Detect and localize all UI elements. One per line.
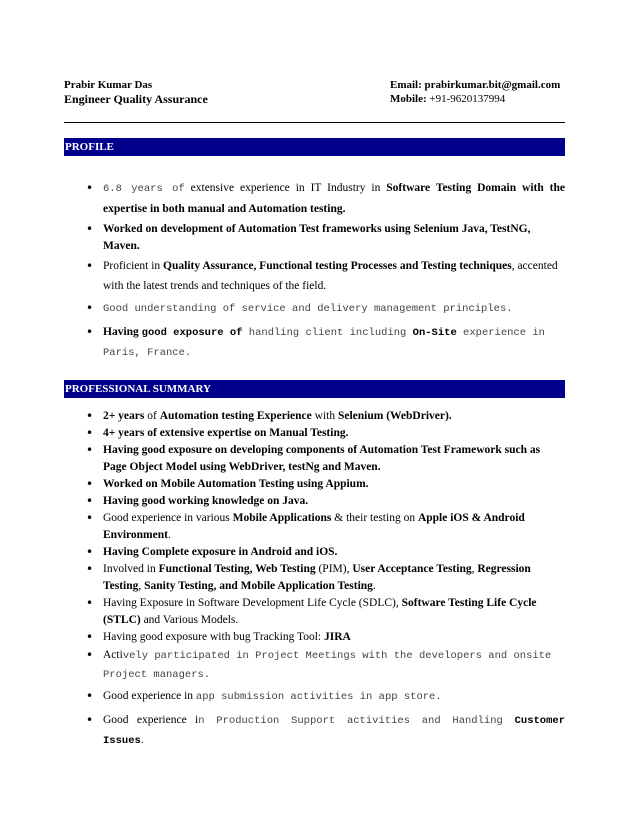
list-item: • 4+ years of extensive expertise on Manual Testing.: [86, 425, 565, 442]
profile-heading: PROFILE: [64, 138, 565, 156]
list-item: • Having good working knowledge on Java.: [86, 493, 565, 510]
list-item: • 2+ years of Automation testing Experience with Selenium (WebDriver).: [86, 408, 565, 425]
mobile-label: Mobile:: [390, 93, 427, 105]
mobile-value: +91-9620137994: [429, 93, 506, 105]
list-item: • Involved in Functional Testing, Web Testing (PIM), User Acceptance Testing, Regression Testing, Sanity Testing, and Mobile Application Testing.: [86, 561, 565, 595]
list-item: • 6.8 years of extensive experience in IT Industry in Software Testing Domain with the expertise in both manual and Automation testing.: [86, 178, 565, 219]
list-item: • Good understanding of service and delivery management principles.: [86, 300, 565, 318]
email-line: [390, 78, 560, 92]
list-item: • Having Exposure in Software Development Life Cycle (SDLC), Software Testing Life Cycle (STLC) and Various Models.: [86, 595, 565, 629]
list-item: • Having good exposure on developing components of Automation Test Framework such as Page Object Model using WebDriver, testNg and Maven.: [86, 442, 565, 476]
email-label: Email:: [390, 79, 422, 91]
list-item: • Good experience in various Mobile Applications & their testing on Apple iOS & Android Environment.: [86, 510, 565, 544]
list-item: • Having good exposure of handling client including On-Site experience in Paris, France.: [86, 323, 565, 363]
summary-list: [86, 408, 565, 751]
list-item: • Proficient in Quality Assurance, Functional testing Processes and Testing techniques, accented with the latest trends and techniques of the field.: [86, 256, 565, 296]
list-item: • Worked on development of Automation Test frameworks using Selenium Java, TestNG, Maven.: [86, 221, 565, 255]
profile-list: [86, 178, 565, 363]
mobile-line: [390, 92, 560, 106]
email-value[interactable]: prabirkumar.bit@gmail.com: [424, 79, 561, 91]
header-divider: [64, 122, 565, 123]
candidate-title: Engineer Quality Assurance: [64, 92, 208, 106]
list-item: • Worked on Mobile Automation Testing using Appium.: [86, 476, 565, 493]
header-right: [390, 78, 560, 106]
list-item: • Good experience in Production Support activities and Handling Customer Issues.: [86, 711, 565, 751]
list-item: • Having Complete exposure in Android and iOS.: [86, 544, 565, 561]
list-item: • Good experience in app submission activities in app store.: [86, 688, 565, 706]
list-item: • Actively participated in Project Meetings with the developers and onsite Project managers.: [86, 646, 565, 684]
list-item: • Having good exposure with bug Tracking Tool: JIRA: [86, 629, 565, 646]
header-left: [64, 78, 208, 106]
candidate-name: Prabir Kumar Das: [64, 79, 153, 91]
summary-heading: PROFESSIONAL SUMMARY: [64, 380, 565, 398]
resume-header: [64, 78, 564, 112]
